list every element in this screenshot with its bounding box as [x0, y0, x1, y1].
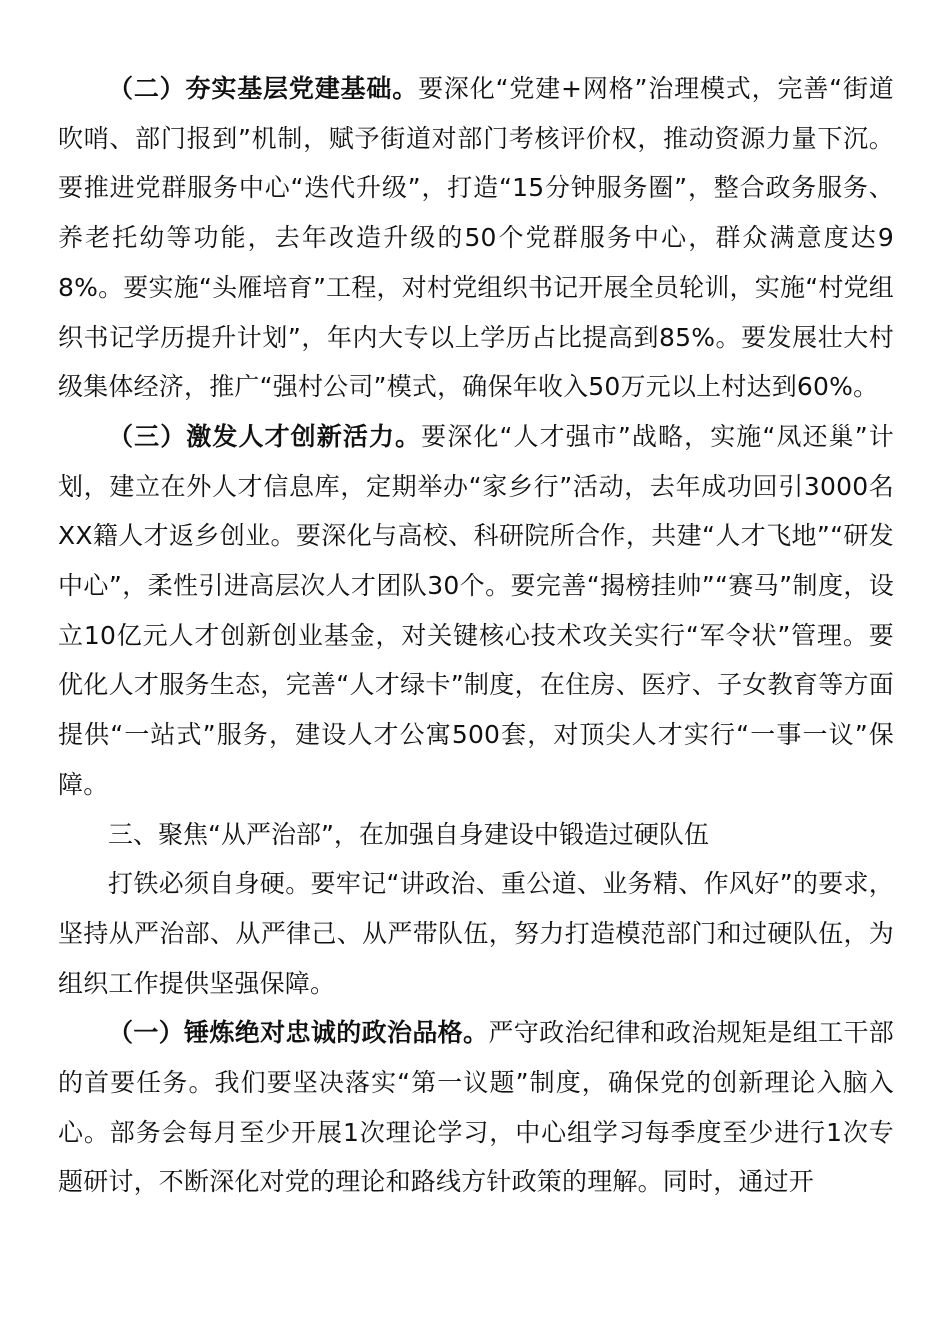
subheading-political-loyalty: （一）锤炼绝对忠诚的政治品格。 — [108, 1018, 489, 1048]
subheading-talent-innovation: （三）激发人才创新活力。 — [108, 421, 422, 451]
document-body — [58, 64, 894, 1207]
paragraph-political-loyalty — [58, 1008, 894, 1207]
section-heading-strict-governance: 三、聚焦“从严治部”，在加强自身建设中锻造过硬队伍 — [108, 819, 709, 849]
paragraph-text: 要深化“人才强市”战略，实施“凤还巢”计划，建立在外人才信息库，定期举办“家乡行”活动，去年成功回引3000名XX籍人才返乡创业。要深化与高校、科研院所合作，共建“人才飞地”“研发中心”，柔性引进高层次人才团队30个。要完善“揭榜挂帅”“赛马”制度，设立10亿元人才创新创业基金，对关键核心技术攻关实行“军令状”管理。要优化人才服务生态，完善“人才绿卡”制度，在住房、医疗、子女教育等方面提供“一站式”服务，建设人才公寓500套，对顶尖人才实行“一事一议”保障。 — [58, 421, 894, 799]
paragraph-text: 严守政治纪律和政治规矩是组工干部的首要任务。我们要坚决落实“第一议题”制度，确保党的创新理论入脑入心。部务会每月至少开展1次理论学习，中心组学习每季度至少进行1次专题研讨，不断深化对党的理论和路线方针政策的理解。同时，通过开 — [58, 1018, 894, 1197]
subheading-grassroots-party-building: （二）夯实基层党建基础。 — [108, 74, 419, 103]
paragraph-grassroots-party-building — [58, 64, 894, 412]
section-intro-paragraph: 打铁必须自身硬。要牢记“讲政治、重公道、业务精、作风好”的要求，坚持从严治部、从严律己、从严带队伍，努力打造模范部门和过硬队伍，为组织工作提供坚强保障。 — [58, 869, 894, 998]
paragraph-talent-innovation — [58, 412, 894, 810]
paragraph-text: 要深化“党建+网格”治理模式，完善“街道吹哨、部门报到”机制，赋予街道对部门考核评价权，推动资源力量下沉。要推进党群服务中心“迭代升级”，打造“15分钟服务圈”，整合政务服务、养老托幼等功能，去年改造升级的50个党群服务中心，群众满意度达98%。要实施“头雁培育”工程，对村党组织书记开展全员轮训，实施“村党组织书记学历提升计划”，年内大专以上学历占比提高到85%。要发展壮大村级集体经济，推广“强村公司”模式，确保年收入50万元以上村达到60%。 — [58, 74, 894, 402]
